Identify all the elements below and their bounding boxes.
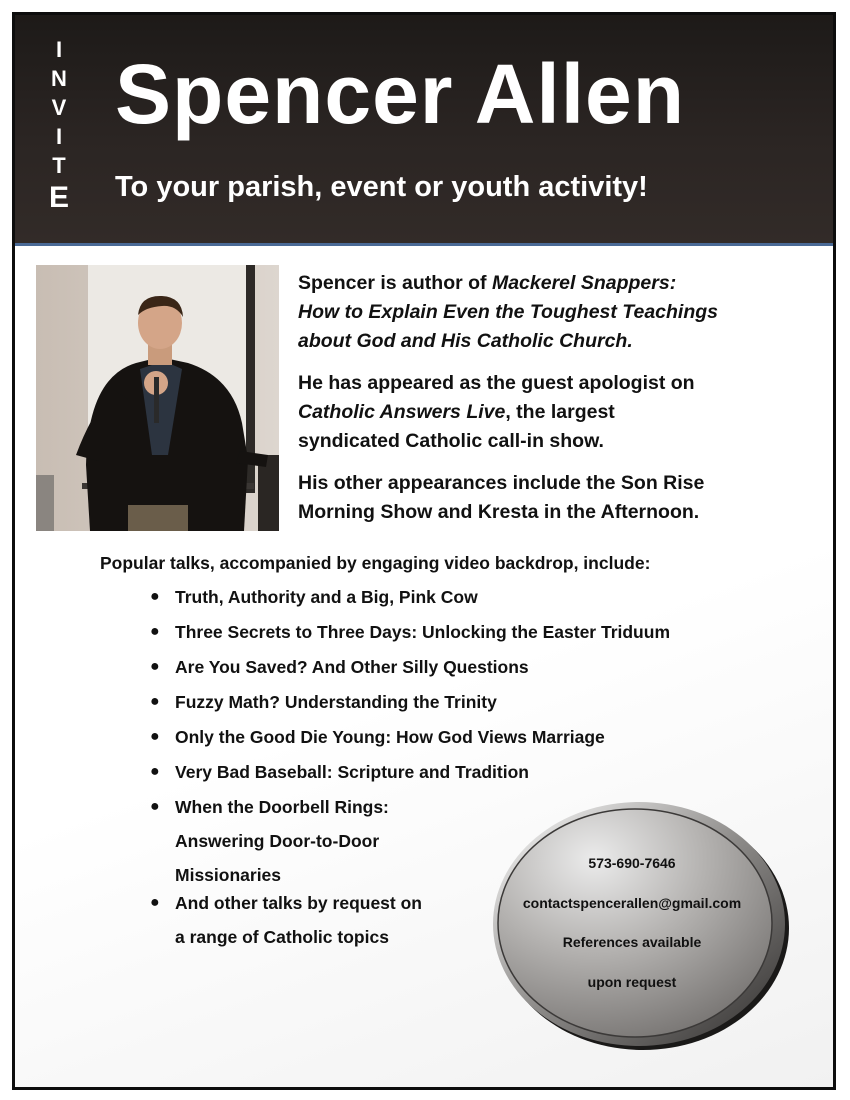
talk-title: Are You Saved? And Other Silly Questions xyxy=(175,657,529,677)
bio-text: syndicated Catholic call-in show. xyxy=(298,430,604,452)
talk-title: Three Secrets to Three Days: Unlocking the Easter Triduum xyxy=(175,622,670,642)
talk-title-line: Answering Door-to-Door xyxy=(175,831,380,851)
flyer-page xyxy=(12,12,836,1090)
show-name: Catholic Answers Live xyxy=(298,401,506,423)
bio-text: Spencer is author of xyxy=(298,272,492,294)
bullet-icon: ● xyxy=(150,658,160,675)
bullet-icon: ● xyxy=(150,623,160,640)
invite-letter: I xyxy=(55,37,63,62)
book-subtitle-line: How to Explain Even the Toughest Teachings xyxy=(298,301,719,323)
bio-text: , the largest xyxy=(505,401,615,423)
speaker-photo-illustration xyxy=(36,265,279,531)
list-item xyxy=(145,691,745,713)
bullet-icon: ● xyxy=(150,894,160,911)
invite-letter: T xyxy=(52,153,66,178)
invite-letter: I xyxy=(55,124,63,149)
contact-references: upon request xyxy=(587,973,677,990)
list-item xyxy=(145,656,745,678)
contact-badge xyxy=(483,793,795,1055)
talk-title: Fuzzy Math? Understanding the Trinity xyxy=(175,692,497,712)
list-item xyxy=(145,586,745,608)
bio-text: His other appearances include the Son Rise xyxy=(298,472,705,494)
page-subtitle: To your parish, event or youth activity! xyxy=(115,171,648,203)
talk-title: Very Bad Baseball: Scripture and Tradition xyxy=(175,762,529,782)
bio-text: Morning Show and Kresta in the Afternoon. xyxy=(298,501,700,523)
bullet-icon: ● xyxy=(150,693,160,710)
bio-apologist-paragraph xyxy=(298,369,818,456)
contact-email: contactspencerallen@gmail.com xyxy=(522,894,742,911)
contact-references: References available xyxy=(562,934,702,950)
talk-title-line: And other talks by request on xyxy=(175,893,422,913)
list-item xyxy=(145,726,745,748)
invite-vertical-text xyxy=(39,35,79,216)
invite-letter: N xyxy=(51,66,67,91)
contact-phone: 573-690-7646 xyxy=(588,855,676,871)
page-title: Spencer Allen xyxy=(115,47,686,141)
talk-title-line: a range of Catholic topics xyxy=(175,927,389,947)
contact-text xyxy=(483,853,781,1011)
list-item xyxy=(145,621,745,643)
bullet-icon: ● xyxy=(150,798,160,815)
invite-letter: E xyxy=(48,181,69,214)
bullet-icon: ● xyxy=(150,763,160,780)
talk-title: Truth, Authority and a Big, Pink Cow xyxy=(175,587,478,607)
speaker-photo xyxy=(36,265,279,531)
bio-text: He has appeared as the guest apologist on xyxy=(298,372,695,394)
bio-section xyxy=(298,269,818,540)
bullet-icon: ● xyxy=(150,588,160,605)
talk-title-line: Missionaries xyxy=(175,865,282,885)
talk-title: Only the Good Die Young: How God Views Marriage xyxy=(175,727,605,747)
book-title: Mackerel Snappers: xyxy=(491,272,677,294)
invite-letter: V xyxy=(51,95,67,120)
list-item xyxy=(145,761,745,783)
book-subtitle-line: about God and His Catholic Church. xyxy=(298,330,633,352)
bullet-icon: ● xyxy=(150,728,160,745)
talks-intro: Popular talks, accompanied by engaging video backdrop, include: xyxy=(100,553,651,573)
bio-appearances-paragraph xyxy=(298,469,818,527)
bio-author-paragraph xyxy=(298,269,818,356)
talk-title-line: When the Doorbell Rings: xyxy=(175,797,389,817)
header-banner xyxy=(15,15,833,246)
